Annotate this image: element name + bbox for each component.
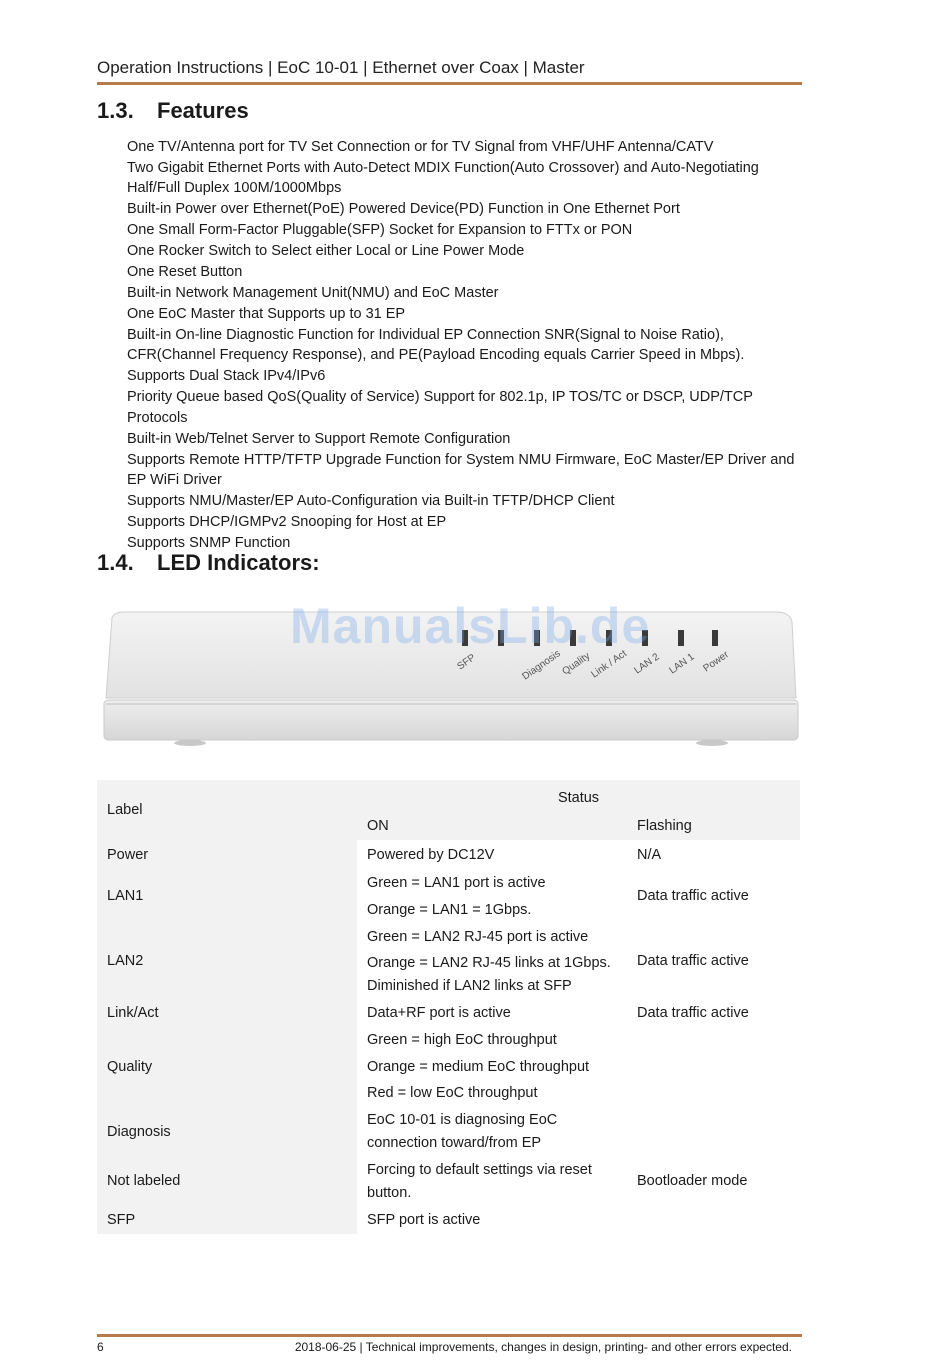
row-on-line: Powered by DC12V (367, 846, 495, 863)
led-power (712, 630, 718, 646)
row-on-line: EoC 10-01 is diagnosing EoC connection toward/from EP (367, 1112, 558, 1151)
feature-item: Supports Remote HTTP/TFTP Upgrade Function for System NMU Firmware, EoC Master/EP Driver and EP WiFi Driver (127, 451, 795, 488)
row-on (357, 1206, 627, 1234)
row-label: SFP (97, 1206, 357, 1234)
led-status-table (97, 780, 800, 1234)
header-status: Status (357, 780, 800, 812)
features-heading (97, 98, 249, 124)
table-row (97, 924, 800, 1000)
device-base (104, 700, 798, 740)
row-on (357, 1027, 627, 1107)
header-rule (97, 82, 802, 85)
device-label-power: Power (701, 649, 731, 675)
table-row (97, 1157, 800, 1207)
page-header: Operation Instructions | EoC 10-01 | Ethernet over Coax | Master (97, 58, 585, 77)
table-row (97, 1000, 800, 1027)
device-label-diagnosis: Diagnosis (520, 648, 563, 683)
row-on (357, 1000, 627, 1027)
row-label: Diagnosis (97, 1107, 357, 1157)
row-on-line: Red = low EoC throughput (367, 1085, 538, 1102)
row-on (357, 1157, 627, 1207)
row-flashing (627, 1107, 800, 1157)
feature-item: Supports Dual Stack IPv4/IPv6 (127, 368, 326, 385)
watermark: ManualsLib.de (290, 598, 651, 654)
table-row (97, 1027, 800, 1107)
row-on-line: Orange = medium EoC throughput (367, 1058, 590, 1075)
feature-item: Supports DHCP/IGMPv2 Snooping for Host at EP (127, 513, 447, 530)
device-label-lan2: LAN 2 (632, 651, 662, 677)
header-on: ON (357, 812, 627, 840)
row-label: LAN2 (97, 924, 357, 1000)
row-on (357, 840, 627, 870)
row-on-line: Green = high EoC throughput (367, 1031, 557, 1048)
device-foot-right (696, 740, 728, 746)
table-row (97, 1206, 800, 1234)
row-label: Not labeled (97, 1157, 357, 1207)
feature-item: One Small Form-Factor Pluggable(SFP) Socket for Expansion to FTTx or PON (127, 222, 633, 239)
device-label-sfp: SFP (455, 652, 478, 673)
device-label-link-act: Link / Act (589, 648, 629, 681)
table-row (97, 870, 800, 924)
footer-text: 2018-06-25 | Technical improvements, changes in design, printing- and other errors expected. (294, 1340, 792, 1354)
feature-item: Supports SNMP Function (127, 534, 291, 551)
row-on (357, 924, 627, 1000)
led-lan1 (678, 630, 684, 646)
table-row (97, 840, 800, 870)
row-flashing: Bootloader mode (637, 1173, 748, 1190)
led-number: 1.4. (97, 550, 134, 575)
features-title: Features (157, 98, 249, 123)
feature-item: Built-in Network Management Unit(NMU) and EoC Master (127, 285, 499, 302)
row-flashing (627, 1027, 800, 1107)
row-on-line: SFP port is active (367, 1211, 481, 1228)
device-foot-left (174, 740, 206, 746)
led-title: LED Indicators: (157, 550, 320, 575)
feature-item: One Reset Button (127, 264, 243, 281)
device-label-lan1: LAN 1 (667, 651, 697, 677)
feature-item: One EoC Master that Supports up to 31 EP (127, 306, 406, 323)
row-flashing: Data traffic active (637, 1004, 749, 1021)
row-on-line: Orange = LAN1 = 1Gbps. (367, 901, 532, 918)
row-flashing: Data traffic active (637, 953, 749, 970)
led-heading (97, 550, 320, 576)
row-label: Link/Act (97, 1000, 357, 1027)
row-on-line: Data+RF port is active (367, 1004, 511, 1021)
row-on (357, 870, 627, 924)
row-on-line: Green = LAN1 port is active (367, 875, 546, 891)
feature-item: One TV/Antenna port for TV Set Connection or for TV Signal from VHF/UHF Antenna/CATV (127, 139, 714, 155)
feature-item: Two Gigabit Ethernet Ports with Auto-Detect MDIX Function(Auto Crossover) and Auto-Negotiating Half/Full Duplex 100M/1000Mbps (127, 160, 759, 197)
header-flashing: Flashing (627, 812, 800, 840)
row-flashing (627, 1206, 800, 1234)
features-list (127, 137, 807, 554)
feature-item: Built-in Power over Ethernet(PoE) Powered Device(PD) Function in One Ethernet Port (127, 201, 680, 218)
table-header-row (97, 780, 800, 812)
row-on-line: Green = LAN2 RJ-45 port is active (367, 928, 589, 945)
footer-rule (97, 1334, 802, 1337)
feature-item: Built-in On-line Diagnostic Function for Individual EP Connection SNR(Signal to Noise Ratio), CFR(Channel Frequency Response), and PE(Payload Encoding equals Carrier Speed in Mbps). (127, 327, 745, 364)
row-on (357, 1107, 627, 1157)
row-label: LAN1 (97, 870, 357, 924)
row-on-line: Forcing to default settings via reset button. (367, 1161, 592, 1201)
header-label: Label (97, 780, 357, 840)
feature-item: One Rocker Switch to Select either Local or Line Power Mode (127, 243, 525, 260)
features-number: 1.3. (97, 98, 134, 123)
feature-item: Built-in Web/Telnet Server to Support Remote Configuration (127, 430, 511, 447)
row-on-line: Orange = LAN2 RJ-45 links at 1Gbps. Diminished if LAN2 links at SFP (367, 955, 611, 995)
device-label-quality: Quality (560, 650, 593, 678)
page-number: 6 (97, 1340, 104, 1354)
row-flashing: N/A (637, 846, 662, 863)
table-row (97, 1107, 800, 1157)
feature-item: Priority Queue based QoS(Quality of Service) Support for 802.1p, IP TOS/TC or DSCP, UDP/TCP Protocols (127, 389, 753, 426)
feature-item: Supports NMU/Master/EP Auto-Configuration via Built-in TFTP/DHCP Client (127, 492, 615, 509)
row-label: Power (97, 840, 357, 870)
row-flashing: Data traffic active (637, 888, 749, 905)
row-label: Quality (97, 1027, 357, 1107)
